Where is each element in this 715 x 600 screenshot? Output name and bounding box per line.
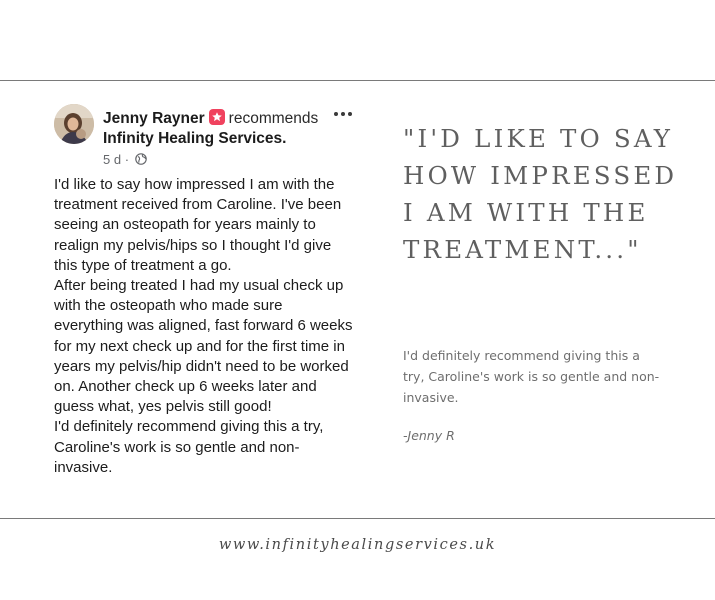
reviewer-line	[103, 109, 318, 128]
business-name[interactable]: Infinity Healing Services.	[103, 130, 287, 147]
testimonial-attribution: -Jenny R	[403, 428, 455, 443]
top-divider	[0, 80, 715, 81]
meta-separator: ·	[124, 152, 130, 167]
reviewer-name[interactable]: Jenny Rayner	[103, 110, 205, 127]
recommendation-star-badge-icon	[209, 109, 225, 125]
more-options-icon[interactable]	[333, 106, 353, 116]
testimonial-summary: I'd definitely recommend giving this a try, Caroline's work is so gentle and non-invasive.	[403, 348, 660, 405]
review-text: I'd like to say how impressed I am with the treatment received from Caroline. I've been seeing an osteopath for years mainly to realign my pelvis/hips so I thought I'd give this type of treatment a go. After being treated I had my usual check up with the osteopath who made sure everything was aligned, fast forward 6 weeks for my next check up and for the first time in years my pelvis/hip didn't need to be worked on. Another check up 6 weeks later and guess what, yes pelvis still good! I'd definitely recommend giving this a try, Caroline's work is so gentle and non-invasive.	[54, 176, 353, 476]
post-time[interactable]: 5 d	[103, 152, 122, 167]
post-meta	[103, 152, 147, 167]
reviewer-avatar[interactable]	[54, 104, 94, 144]
pull-quote-headline: "I'D LIKE TO SAY HOW IMPRESSED I AM WITH THE TREATMENT..."	[403, 124, 678, 264]
recommends-label: recommends	[228, 110, 319, 127]
globe-icon	[135, 153, 147, 165]
bottom-divider	[0, 518, 715, 519]
website-url[interactable]: www.infinityhealingservices.uk	[218, 537, 497, 553]
